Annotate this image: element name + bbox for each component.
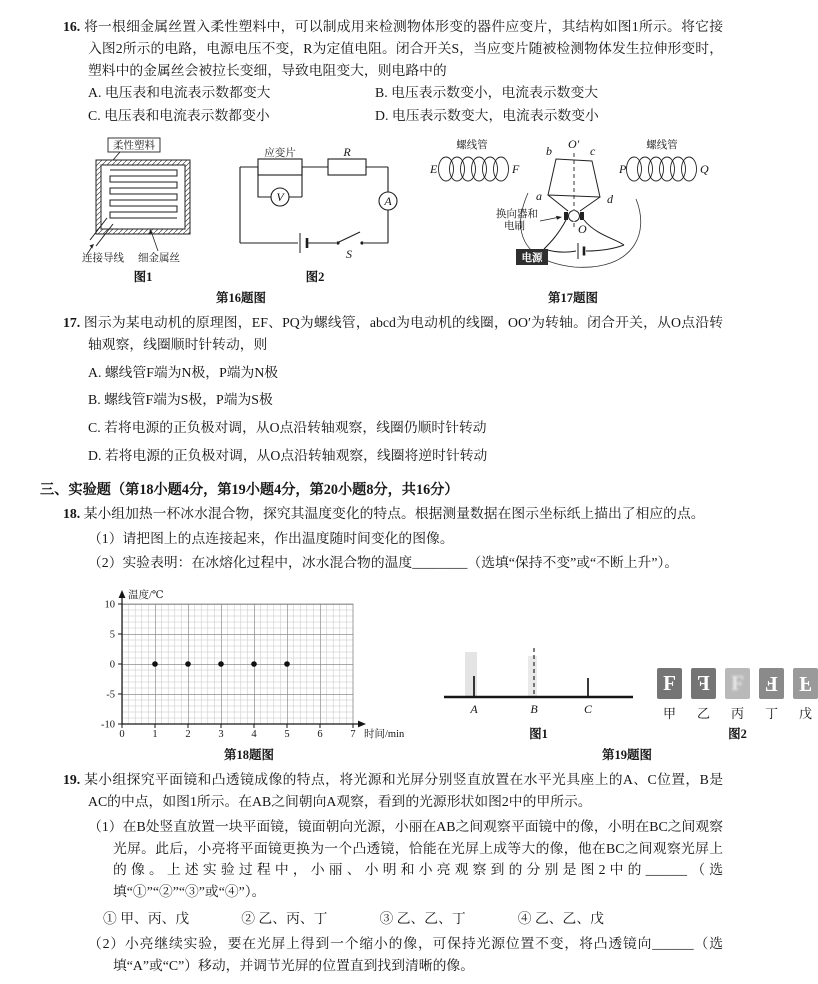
shape-labels bbox=[657, 703, 818, 722]
position-B-label: B bbox=[530, 702, 538, 717]
letter-F-normal: F bbox=[663, 671, 676, 696]
coil-d-label: d bbox=[607, 191, 613, 206]
question-18-part2: （2）实验表明：在冰熔化过程中，冰水混合物的温度________（选填“保持不变”或“不断上升”）。 bbox=[88, 555, 679, 571]
option-17-d: D. 若将电源的正负极对调，从O点沿转轴观察，线圈将逆时针转动 bbox=[88, 447, 488, 463]
svg-text:7: 7 bbox=[350, 729, 356, 741]
resistor-label: R bbox=[343, 144, 351, 159]
x-axis-label: 时间/min bbox=[364, 729, 405, 741]
option-16-a: A. 电压表和电流表示数都变大 bbox=[88, 85, 271, 101]
figure-18-caption: 第18题图 bbox=[223, 748, 274, 763]
left-solenoid-label: 螺线管 bbox=[456, 139, 488, 151]
flexible-plastic-label: 柔性塑料 bbox=[113, 140, 155, 152]
right-solenoid-label: 螺线管 bbox=[646, 139, 678, 151]
optical-bench-figure bbox=[436, 636, 641, 742]
position-A-label: A bbox=[470, 702, 478, 717]
option-17-a: A. 螺线管F端为N极，P端为N极 bbox=[88, 364, 279, 380]
terminal-F-label: F bbox=[512, 161, 520, 176]
optical-bench-diagram bbox=[436, 636, 641, 722]
svg-text:4: 4 bbox=[251, 729, 257, 741]
letter-shapes-figure bbox=[657, 668, 818, 742]
svg-text:0: 0 bbox=[109, 659, 115, 671]
svg-text:-5: -5 bbox=[106, 689, 115, 701]
choice-3: ③ 乙、乙、丁 bbox=[379, 910, 466, 926]
switch-label: S bbox=[346, 246, 352, 261]
question-18-number: 18. bbox=[63, 505, 81, 521]
option-16-d: D. 电压表示数变大，电流表示数变小 bbox=[375, 108, 599, 124]
terminal-P-label: P bbox=[619, 161, 627, 176]
motor-diagram bbox=[428, 137, 718, 285]
letter-F-mirrored: F bbox=[697, 671, 710, 696]
circuit-diagram bbox=[228, 144, 402, 265]
question-16-options bbox=[88, 82, 723, 127]
section-3-header: 三、实验题（第18小题4分，第19小题4分，第20小题8分，共16分） bbox=[40, 481, 459, 498]
shape-tile-jia bbox=[657, 668, 682, 699]
fig1-caption: 图1 bbox=[133, 269, 153, 284]
svg-text:3: 3 bbox=[218, 729, 224, 741]
question-19-number: 19. bbox=[63, 772, 81, 788]
coil-b-label: b bbox=[546, 143, 552, 158]
svg-text:-10: -10 bbox=[101, 719, 115, 731]
option-16-c: C. 电压表和电流表示数都变小 bbox=[88, 108, 270, 124]
left-solenoid-coil bbox=[439, 157, 509, 181]
choice-1: ① 甲、丙、戊 bbox=[103, 910, 190, 926]
figures-row-18-19 bbox=[84, 584, 812, 763]
question-17-stem bbox=[63, 312, 723, 356]
question-19-text: 某小组探究平面镜和凸透镜成像的特点，将光源和光屏分别竖直放置在水平光具座上的A、C位置，B是AC的中点，如图1所示。在AB之间朝向A观察，看到的光源形状如图2中的甲所示。 bbox=[84, 772, 723, 809]
question-19-choices bbox=[103, 908, 723, 930]
letter-F-blurred: F bbox=[731, 671, 744, 696]
fig19-1-caption: 图1 bbox=[529, 727, 548, 742]
question-16-number: 16. bbox=[63, 19, 81, 34]
label-ding: 丁 bbox=[764, 706, 778, 722]
strain-gauge-diagram bbox=[80, 137, 206, 265]
svg-text:6: 6 bbox=[317, 729, 323, 741]
commutator-label-line1: 换向器和 bbox=[496, 208, 538, 220]
choice-2: ② 乙、丙、丁 bbox=[241, 910, 328, 926]
label-bing: 丙 bbox=[730, 706, 744, 722]
question-18-part1: （1）请把图上的点连接起来，作出温度随时间变化的图像。 bbox=[88, 530, 454, 546]
figures-row-16-17 bbox=[80, 137, 723, 306]
question-19-part2: （2）小亮继续实验，要在光屏上得到一个缩小的像，可保持光源位置不变，将凸透镜向______（选填“A”或“C”）移动，并调节光屏的位置直到找到清晰的像。 bbox=[88, 935, 723, 973]
screen-smudge bbox=[528, 656, 537, 696]
power-label: 电源 bbox=[521, 252, 543, 264]
coil-c-label: c bbox=[590, 143, 596, 158]
figure-19-group bbox=[436, 636, 818, 763]
axis-O-prime-label: O′ bbox=[568, 136, 580, 151]
letter-F-rotated: F bbox=[765, 672, 778, 697]
question-17-number: 17. bbox=[63, 314, 81, 330]
light-source-smudge bbox=[465, 652, 477, 696]
circuit-figure bbox=[228, 144, 402, 285]
option-17-b: B. 螺线管F端为S极，P端为S极 bbox=[88, 392, 273, 408]
label-jia: 甲 bbox=[662, 706, 676, 722]
shape-tile-ding bbox=[759, 668, 784, 699]
strain-gauge-figure bbox=[80, 137, 206, 285]
label-wu: 戊 bbox=[798, 706, 812, 722]
thin-metal-wire-label: 细金属丝 bbox=[138, 252, 180, 264]
terminal-Q-label: Q bbox=[700, 161, 709, 176]
option-17-c: C. 若将电源的正负极对调，从O点沿转轴观察，线圈仍顺时针转动 bbox=[88, 420, 487, 436]
terminal-E-label: E bbox=[430, 161, 438, 176]
figure-17-caption: 第17题图 bbox=[547, 290, 598, 305]
shape-tile-wu bbox=[793, 668, 818, 699]
figure-18-group bbox=[84, 584, 414, 763]
label-yi: 乙 bbox=[696, 706, 710, 722]
figure-16-caption: 第16题图 bbox=[215, 290, 266, 305]
svg-text:10: 10 bbox=[104, 599, 115, 611]
svg-text:5: 5 bbox=[109, 629, 115, 641]
voltmeter-symbol: V bbox=[276, 189, 284, 204]
option-16-b: B. 电压表示数变小，电流表示数变大 bbox=[375, 85, 599, 101]
svg-text:1: 1 bbox=[152, 729, 158, 741]
right-solenoid-coil bbox=[627, 157, 697, 181]
fig19-2-caption: 图2 bbox=[728, 727, 747, 742]
svg-text:5: 5 bbox=[284, 729, 290, 741]
svg-text:0: 0 bbox=[119, 729, 125, 741]
question-16-text: 将一根细金属丝置入柔性塑料中，可以制成用来检测物体形变的器件应变片，其结构如图1所示。将它接入图2所示的电路，电源电压不变，R为定值电阻。闭合开关S，当应变片随被检测物体发生拉伸形变时，塑料中的金属丝会被拉长变细，导致电阻变大，则电路中的 bbox=[83, 19, 723, 78]
letter-F-flipped: F bbox=[799, 672, 812, 697]
figure-19-caption: 第19题图 bbox=[601, 748, 652, 763]
question-18-text: 某小组加热一杯冰水混合物，探究其温度变化的特点。根据测量数据在图示坐标纸上描出了相应的点。 bbox=[83, 505, 705, 521]
svg-text:2: 2 bbox=[185, 729, 191, 741]
question-19-stem bbox=[63, 769, 723, 813]
shape-tile-yi bbox=[691, 668, 716, 699]
question-19-part1: （1）在B处竖直放置一块平面镜，镜面朝向光源，小丽在AB之间观察平面镜中的像，小明在BC之间观察光屏。此后，小亮将平面镜更换为一个凸透镜，恰能在光屏上成等大的像，他在BC之间观察光屏上的像。上述实验过程中，小丽、小明和小亮观察到的分别是图2中的______（选填“①”“②”“③”或“④”）。 bbox=[88, 818, 723, 900]
shape-tile-bing bbox=[725, 668, 750, 699]
fig2-caption: 图2 bbox=[305, 269, 325, 284]
brush-left bbox=[564, 212, 568, 220]
temperature-time-chart bbox=[84, 584, 414, 742]
strain-gauge-component-label: 应变片 bbox=[264, 147, 296, 159]
position-C-label: C bbox=[583, 702, 593, 717]
ammeter-symbol: A bbox=[384, 193, 392, 208]
question-18-stem bbox=[63, 503, 723, 525]
figure-16-group bbox=[80, 137, 402, 306]
question-17-text: 图示为某电动机的原理图，EF、PQ为螺线管，abcd为电动机的线圈，OO′为转轴。闭合开关，从O点沿转轴观察，线圈顺时针转动，则 bbox=[83, 314, 723, 352]
commutator-label-line2: 电刷 bbox=[504, 220, 525, 232]
axis-O-label: O bbox=[578, 221, 587, 236]
brush-right bbox=[580, 212, 584, 220]
connecting-wire-label: 连接导线 bbox=[82, 252, 124, 264]
choice-4: ④ 乙、乙、戊 bbox=[517, 910, 604, 926]
coil-a-label: a bbox=[536, 188, 542, 203]
y-axis-label: 温度/℃ bbox=[128, 590, 164, 602]
figure-17-group bbox=[428, 137, 718, 306]
question-16-stem bbox=[63, 16, 723, 81]
